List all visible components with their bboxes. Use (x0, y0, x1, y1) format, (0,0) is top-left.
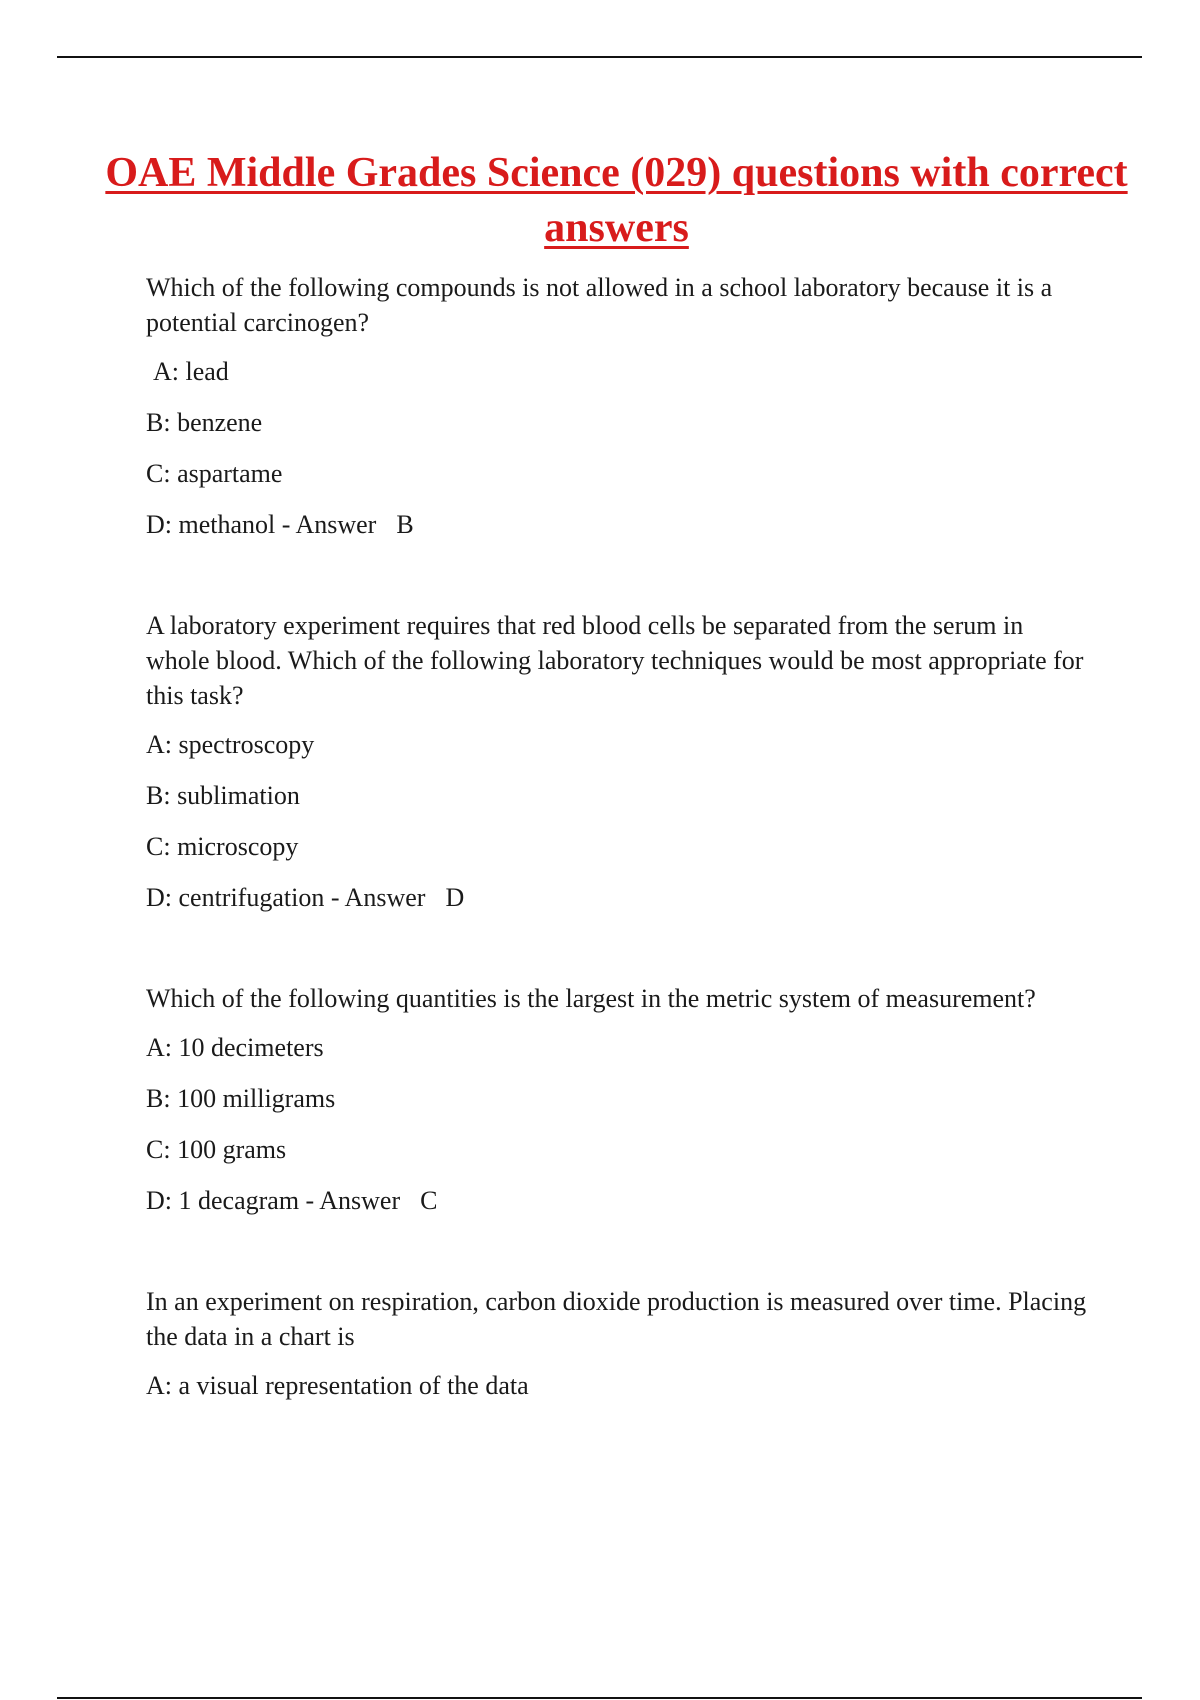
option-b: B: 100 milligrams (146, 1084, 336, 1113)
question-text: In an experiment on respiration, carbon dioxide production is measured over time. Placing the data in a chart is (146, 1287, 1087, 1351)
option-c: C: aspartame (146, 459, 283, 488)
option-d: D: centrifugation - Answer (146, 883, 426, 912)
question-text: Which of the following compounds is not allowed in a school laboratory because it is a potential carcinogen? (146, 273, 1053, 337)
option-d-with-answer (146, 1183, 1091, 1218)
answer-letter: B (396, 510, 414, 539)
option-d: D: 1 decagram - Answer (146, 1186, 401, 1215)
answer-letter: C (420, 1186, 438, 1215)
option-a: A: 10 decimeters (146, 1033, 324, 1062)
option-a: A: a visual representation of the data (146, 1371, 529, 1400)
option-d-with-answer (146, 880, 1091, 915)
option-d-with-answer (146, 507, 1091, 542)
question-1 (146, 270, 1091, 542)
header-rule (57, 56, 1142, 58)
option-a: A: spectroscopy (146, 730, 315, 759)
footer-rule (57, 1697, 1142, 1699)
answer-letter: D (445, 883, 465, 912)
question-2 (146, 608, 1091, 915)
question-4 (146, 1284, 1091, 1403)
question-list (146, 270, 1091, 1403)
option-a: A: lead (153, 357, 229, 386)
question-3 (146, 981, 1091, 1218)
option-b: B: benzene (146, 408, 263, 437)
document-title: OAE Middle Grades Science (029) questions with correct answers (105, 150, 1128, 251)
question-text: Which of the following quantities is the largest in the metric system of measurement? (146, 984, 1036, 1013)
question-text: A laboratory experiment requires that red blood cells be separated from the serum in whole blood. Which of the following laboratory techniques would be most appropriate for this task? (146, 611, 1084, 710)
option-c: C: 100 grams (146, 1135, 287, 1164)
option-c: C: microscopy (146, 832, 299, 861)
option-b: B: sublimation (146, 781, 300, 810)
option-d: D: methanol - Answer (146, 510, 377, 539)
